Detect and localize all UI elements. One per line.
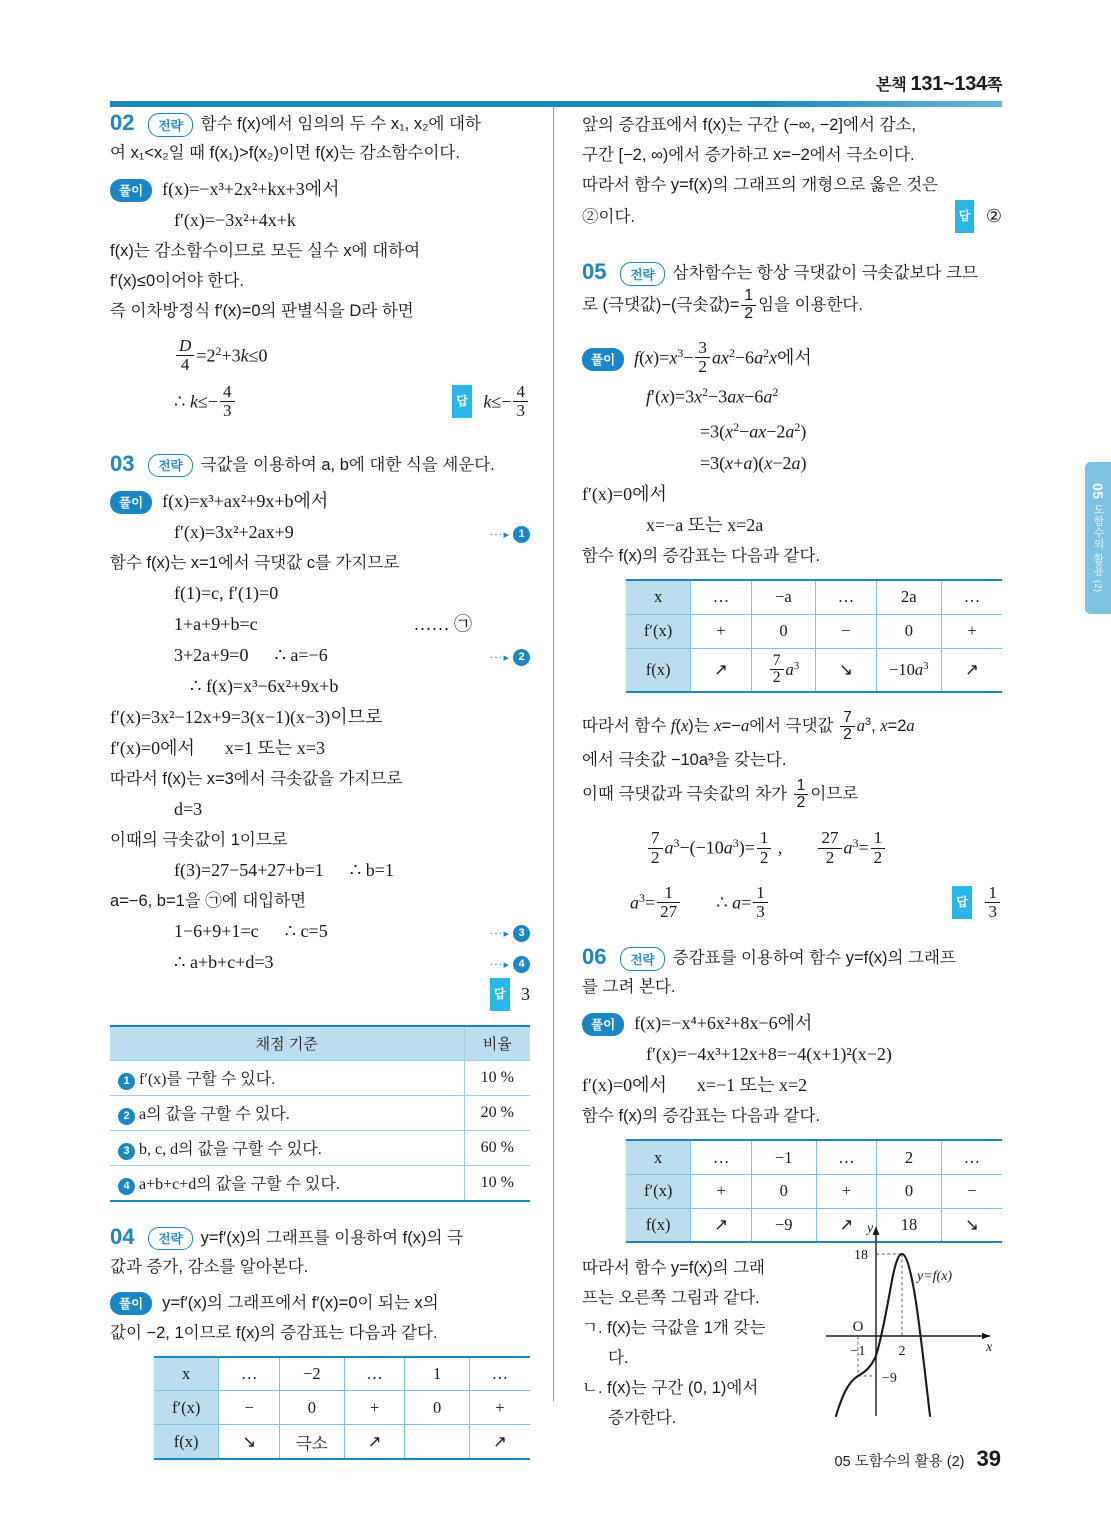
problem-05-sol-line2: $f'(x)=3x^2-3ax-6a^2$ [646, 384, 779, 407]
side-tab-sub: (2) [1093, 580, 1103, 593]
solution-badge: 풀이 [110, 1292, 152, 1315]
problem-05-variation-table [626, 579, 1002, 693]
rubric-criteria: a의 값을 구할 수 있다. [139, 1105, 290, 1123]
problem-05-strategy-line2: 로 (극댓값)−(극솟값)= $\frac{1}{2}$ 임을 이용한다. [582, 287, 863, 323]
problem-03-sol-line15b: ∴ c=5 [284, 920, 328, 941]
problem-04-sol-line2: 값이 −2, 1이므로 f(x)의 증감표는 다음과 같다. [110, 1323, 438, 1342]
strategy-badge: 전략 [148, 454, 192, 478]
problem-05-number: 05 [582, 259, 607, 284]
cell: − [219, 1391, 280, 1425]
cell: 0 [751, 1174, 816, 1208]
rubric-ratio: 20 % [464, 1095, 530, 1130]
problem-04-answer [955, 200, 1002, 233]
row-label: f(x) [626, 1208, 691, 1242]
cell: ↗ [941, 648, 1002, 692]
footer-chapter-label: 05 도함수의 활용 (2) [834, 1454, 965, 1470]
problem-04 [110, 1224, 530, 1460]
row-label: f′(x) [154, 1391, 219, 1425]
problem-06-sol-line2: f′(x)=−4x³+12x+8=−4(x+1)²(x−2) [646, 1044, 892, 1065]
page-header [110, 72, 1002, 107]
y-axis-label: y [867, 1221, 874, 1236]
cell: ↘ [941, 1208, 1002, 1242]
cell: … [469, 1357, 530, 1391]
problem-05-sol-line6: x=−a 또는 x=2a [646, 515, 764, 535]
table-row [110, 1130, 530, 1165]
x-tick-neg-label: −1 [850, 1344, 866, 1359]
problem-03 [110, 451, 530, 1202]
cell: … [219, 1357, 280, 1391]
function-curve [836, 1254, 930, 1416]
step-marker-3: ···▸ 3 [489, 925, 530, 942]
y-tick-min-label: −9 [882, 1371, 897, 1386]
page-footer [835, 1446, 1001, 1472]
cell: $-10a^3$ [876, 648, 941, 692]
problem-04-cont-line3: 따라서 함수 y=f(x)의 그래프의 개형으로 옳은 것은 [582, 176, 939, 194]
problem-03-sol-line12: 이때의 극솟값이 1이므로 [110, 830, 288, 849]
problem-02-number: 02 [110, 110, 135, 135]
problem-05-sol-line3: $=3(x^2-ax-2a^2)$ [700, 420, 807, 442]
problem-02-strategy-line1: 함수 f(x)에서 임의의 두 수 x₁, x₂에 대하 [200, 115, 481, 133]
problem-04-cont-line2: 구간 [−2, ∞)에서 증가하고 x=−2에서 극소이다. [582, 146, 915, 164]
problem-06-cont-line1: 따라서 함수 y=f(x)의 그래 [582, 1259, 765, 1278]
problem-03-answer [110, 978, 530, 1011]
cell: 극소 [280, 1425, 345, 1459]
cell: … [691, 1140, 752, 1174]
problem-05-cont-line4b: $\frac{27}{2}$ $a^3=$ $\frac{1}{2}$ [782, 828, 887, 867]
y-tick-max-label: 18 [854, 1248, 868, 1263]
solution-badge: 풀이 [110, 491, 152, 514]
cell: + [941, 614, 1002, 648]
cell: −2 [280, 1357, 345, 1391]
problem-02-sol-line2: f′(x)=−3x²+4x+k [174, 210, 296, 230]
rubric-ratio: 10 % [464, 1165, 530, 1201]
problem-06-strategy-line2: 를 그려 본다. [582, 978, 676, 997]
answer-badge: 답 [490, 978, 510, 1011]
problem-05-sol-line1: $f(x)=x^3-$ $\frac{3}{2}$ $ax^2-6a^2x$에서 [634, 338, 812, 377]
cell: + [691, 614, 752, 648]
problem-06-sol-line3b: x=−1 또는 x=2 [696, 1075, 808, 1096]
rubric-mark: 1 [118, 1073, 135, 1090]
cell: − [941, 1174, 1002, 1208]
problem-06-number: 06 [582, 944, 607, 970]
problem-03-sol-line5-ref: …… ㉠ [413, 613, 472, 634]
row-label: x [626, 1140, 691, 1174]
problem-02-strategy-line2: 여 x₁<x₂일 때 f(x₁)>f(x₂)이면 f(x)는 감소함수이다. [110, 144, 460, 162]
problem-02-answer: 답 k≤− $\frac{4}{3}$ [452, 383, 530, 421]
rubric-ratio: 10 % [464, 1060, 530, 1095]
table-row [626, 1174, 1002, 1208]
problem-05-sol-line5: f′(x)=0에서 [582, 484, 667, 504]
cell: 18 [877, 1208, 942, 1242]
problem-04-continuation [582, 110, 1002, 233]
side-tab-number: 05 [1090, 483, 1106, 500]
problem-05-sol-line4: =3(x+a)(x−2a) [700, 453, 807, 473]
table-row [154, 1425, 530, 1459]
rubric-mark: 3 [118, 1143, 135, 1160]
problem-04-number: 04 [110, 1223, 135, 1249]
problem-02-sol-line7: ∴ k≤− $\frac{4}{3}$ [110, 383, 237, 421]
problem-05 [582, 259, 1002, 922]
strategy-badge: 전략 [620, 262, 664, 286]
problem-05-answer: 답 $\frac{1}{3}$ [952, 884, 1002, 922]
cell: 0 [877, 1174, 942, 1208]
strategy-badge: 전략 [148, 1227, 192, 1251]
cell: … [816, 1140, 877, 1174]
cell: … [344, 1357, 405, 1391]
solution-badge: 풀이 [582, 348, 624, 371]
problem-03-sol-line5: 1+a+9+b=c [174, 613, 258, 634]
table-row [110, 1095, 530, 1130]
cell: … [816, 580, 877, 614]
cell: 0 [751, 614, 815, 648]
table-row [626, 1140, 1002, 1174]
cell: … [691, 580, 752, 614]
problem-04-variation-table [154, 1356, 530, 1460]
problem-04-sol-line1: y=f′(x)의 그래프에서 f′(x)=0이 되는 x의 [162, 1293, 439, 1312]
problem-06-sol-line3a: f′(x)=0에서 [582, 1075, 667, 1096]
problem-04-cont-line4: ②이다. [582, 208, 635, 226]
problem-04-strategy-line1: y=f′(x)의 그래프를 이용하여 f(x)의 극 [200, 1228, 463, 1247]
problem-03-sol-line4: f(1)=c, f′(1)=0 [174, 582, 279, 603]
problem-03-sol-line11: d=3 [174, 798, 203, 819]
problem-06-cont-line4: 다. [608, 1349, 629, 1368]
cell: ↗ [691, 1208, 752, 1242]
scoring-rubric-table [110, 1025, 530, 1202]
cell: −a [751, 580, 815, 614]
cell: 0 [405, 1391, 469, 1425]
table-row [110, 1165, 530, 1201]
answer-badge: 답 [452, 385, 472, 418]
table-row [110, 1060, 530, 1095]
cell: ↘ [816, 648, 877, 692]
problem-06-cont-line5: ㄴ. f(x)는 구간 (0, 1)에서 [582, 1379, 759, 1398]
problem-03-sol-line13a: f(3)=27−54+27+b=1 [174, 859, 324, 880]
page-reference [110, 72, 1002, 101]
problem-05-sol-line7: 함수 f(x)의 증감표는 다음과 같다. [582, 547, 821, 565]
table-row [626, 614, 1002, 648]
row-label: f(x) [154, 1425, 219, 1459]
problem-03-sol-line6b: ∴ a=−6 [274, 644, 328, 665]
problem-03-sol-line9a: f′(x)=0에서 [110, 737, 195, 758]
left-column [110, 110, 530, 1470]
step-marker-4: ···▸ 4 [489, 956, 530, 973]
cell: − [816, 614, 877, 648]
solution-badge: 풀이 [582, 1013, 624, 1036]
answer-badge: 답 [952, 886, 972, 919]
problem-06-strategy-line1: 증감표를 이용하여 함수 y=f(x)의 그래프 [672, 949, 956, 968]
cell: + [344, 1391, 405, 1425]
problem-03-sol-line10: 따라서 f(x)는 x=3에서 극솟값을 가지므로 [110, 769, 403, 788]
chapter-side-tab [1085, 462, 1111, 614]
cell: ↗ [816, 1208, 877, 1242]
curve-label: y=f(x) [917, 1269, 953, 1284]
page-reference-prefix: 본책 [876, 77, 911, 94]
row-label: f′(x) [626, 614, 691, 648]
problem-03-sol-line9b: x=1 또는 x=3 [224, 737, 325, 758]
x-axis-arrow [982, 1333, 990, 1340]
cell: 0 [280, 1391, 345, 1425]
footer-page-number: 39 [976, 1446, 1001, 1471]
y-axis-arrow [873, 1226, 880, 1235]
problem-03-sol-line2: f′(x)=3x²+2ax+9 [174, 521, 294, 542]
problem-02-sol-line5: 즉 이차방정식 f′(x)=0의 판별식을 D라 하면 [110, 302, 414, 320]
row-label: f(x) [626, 648, 691, 692]
row-label: x [154, 1357, 219, 1391]
problem-04-strategy-line2: 값과 증가, 감소를 알아본다. [110, 1257, 309, 1276]
problem-02 [110, 110, 530, 421]
cell: 0 [876, 614, 941, 648]
problem-02-sol-line6: $\frac{D}{4}$ $=2^2+3k\le 0$ [110, 336, 530, 375]
origin-label: O [852, 1319, 864, 1335]
cell: … [941, 580, 1002, 614]
strategy-badge: 전략 [148, 113, 192, 137]
cell: + [816, 1174, 877, 1208]
problem-04-cont-line1: 앞의 증감표에서 f(x)는 구간 (−∞, −2]에서 감소, [582, 116, 916, 134]
problem-05-cont-line5a: $a^3=$ $\frac{1}{27}$ [582, 878, 682, 923]
problem-03-number: 03 [110, 450, 135, 476]
problem-03-sol-line16: ∴ a+b+c+d=3 [174, 951, 274, 972]
problem-06-sol-line4: 함수 f(x)의 증감표는 다음과 같다. [582, 1107, 821, 1126]
table-row [626, 648, 1002, 692]
problem-03-sol-line3: 함수 f(x)는 x=1에서 극댓값 c를 가지므로 [110, 553, 400, 572]
problem-06-cont-line2: 프는 오른쪽 그림과 같다. [582, 1289, 760, 1308]
problem-03-answer-value: 3 [521, 983, 530, 1004]
problem-06-cont-line3: ㄱ. f(x)는 극값을 1개 갖는 [582, 1319, 766, 1338]
problem-05-strategy-line1: 삼차함수는 항상 극댓값이 극솟값보다 크므 [672, 264, 978, 282]
cell: + [469, 1391, 530, 1425]
x-axis-label: x [986, 1340, 993, 1355]
cell [405, 1425, 469, 1459]
table-row [626, 580, 1002, 614]
header-rule [110, 101, 1002, 107]
cell: + [691, 1174, 752, 1208]
problem-02-sol-line4: f′(x)≤0이어야 한다. [110, 272, 245, 290]
cell: $\frac{7}{2}$ $a^3$ [751, 648, 815, 692]
solution-badge: 풀이 [110, 179, 152, 202]
problem-03-sol-line8: f′(x)=3x²−12x+9=3(x−1)(x−3)이므로 [110, 706, 383, 727]
cell: ↗ [691, 648, 752, 692]
cell: 1 [405, 1357, 469, 1391]
problem-03-sol-line6a: 3+2a+9=0 [174, 644, 249, 665]
problem-06-cont-line6: 증가한다. [608, 1409, 677, 1428]
rubric-mark: 4 [118, 1178, 135, 1195]
problem-05-cont-line1: 따라서 함수 f(x)는 x=−a에서 극댓값 $\frac{7}{2}$ $a^3$, x=2a [582, 708, 915, 744]
row-label: x [626, 580, 691, 614]
rubric-criteria: b, c, d의 값을 구할 수 있다. [139, 1140, 322, 1158]
cell: −1 [751, 1140, 816, 1174]
problem-05-cont-line2: 에서 극솟값 −10a³을 갖는다. [582, 751, 787, 770]
cell: ↗ [469, 1425, 530, 1459]
x-tick-pos-label: 2 [898, 1344, 906, 1359]
rubric-header-ratio: 비율 [464, 1026, 530, 1061]
side-tab-title: 도함수의 활용 [1092, 503, 1104, 577]
right-column [582, 110, 1002, 1439]
graph-svg [818, 1218, 1008, 1423]
cell: 2a [876, 580, 941, 614]
function-graph-figure [818, 1218, 1008, 1423]
rubric-ratio: 60 % [464, 1130, 530, 1165]
table-row [154, 1357, 530, 1391]
cell: 2 [877, 1140, 942, 1174]
problem-02-sol-line1: f(x)=−x³+2x²+kx+3에서 [162, 179, 340, 199]
step-marker-2: ···▸ 2 [489, 649, 530, 666]
table-row [154, 1391, 530, 1425]
problem-02-sol-line3: f(x)는 감소함수이므로 모든 실수 x에 대하여 [110, 242, 421, 260]
cell: ↘ [219, 1425, 280, 1459]
cell: −9 [751, 1208, 816, 1242]
step-marker-1: ···▸ 1 [489, 526, 530, 543]
page-reference-suffix: 쪽 [986, 77, 1002, 94]
cell: … [941, 1140, 1002, 1174]
problem-03-strategy: 극값을 이용하여 a, b에 대한 식을 세운다. [200, 455, 495, 474]
rubric-header-criteria: 채점 기준 [110, 1026, 464, 1061]
problem-03-sol-line7: ∴ f(x)=x³−6x²+9x+b [190, 675, 339, 696]
rubric-header-row [110, 1026, 530, 1061]
strategy-badge: 전략 [620, 947, 664, 971]
cell: ↗ [344, 1425, 405, 1459]
problem-03-sol-line1: f(x)=x³+ax²+9x+b에서 [162, 490, 329, 511]
problem-03-sol-line14: a=−6, b=1을 ㉠에 대입하면 [110, 891, 307, 910]
page-reference-range: 131~134 [910, 73, 987, 95]
answer-badge: 답 [955, 200, 975, 233]
problem-05-cont-line3: 이때 극댓값과 극솟값의 차가 $\frac{1}{2}$ 이므로 [582, 776, 859, 812]
problem-06-sol-line1: f(x)=−x⁴+6x²+8x−6에서 [634, 1013, 813, 1034]
problem-04-answer-value: ② [985, 206, 1002, 226]
column-divider [553, 106, 554, 1401]
problem-05-cont-line5b: ∴ a= $\frac{1}{3}$ [682, 884, 770, 922]
problem-03-sol-line15a: 1−6+9+1=c [174, 920, 259, 941]
rubric-criteria: a+b+c+d의 값을 구할 수 있다. [139, 1175, 340, 1193]
rubric-criteria: f′(x)를 구할 수 있다. [139, 1070, 276, 1088]
rubric-mark: 2 [118, 1108, 135, 1125]
problem-03-sol-line13b: ∴ b=1 [349, 859, 394, 880]
problem-05-cont-line4a: $\frac{7}{2}$ $a^3-(-10a^3)=$ $\frac{1}{2}$ , [582, 823, 782, 868]
row-label: f′(x) [626, 1174, 691, 1208]
